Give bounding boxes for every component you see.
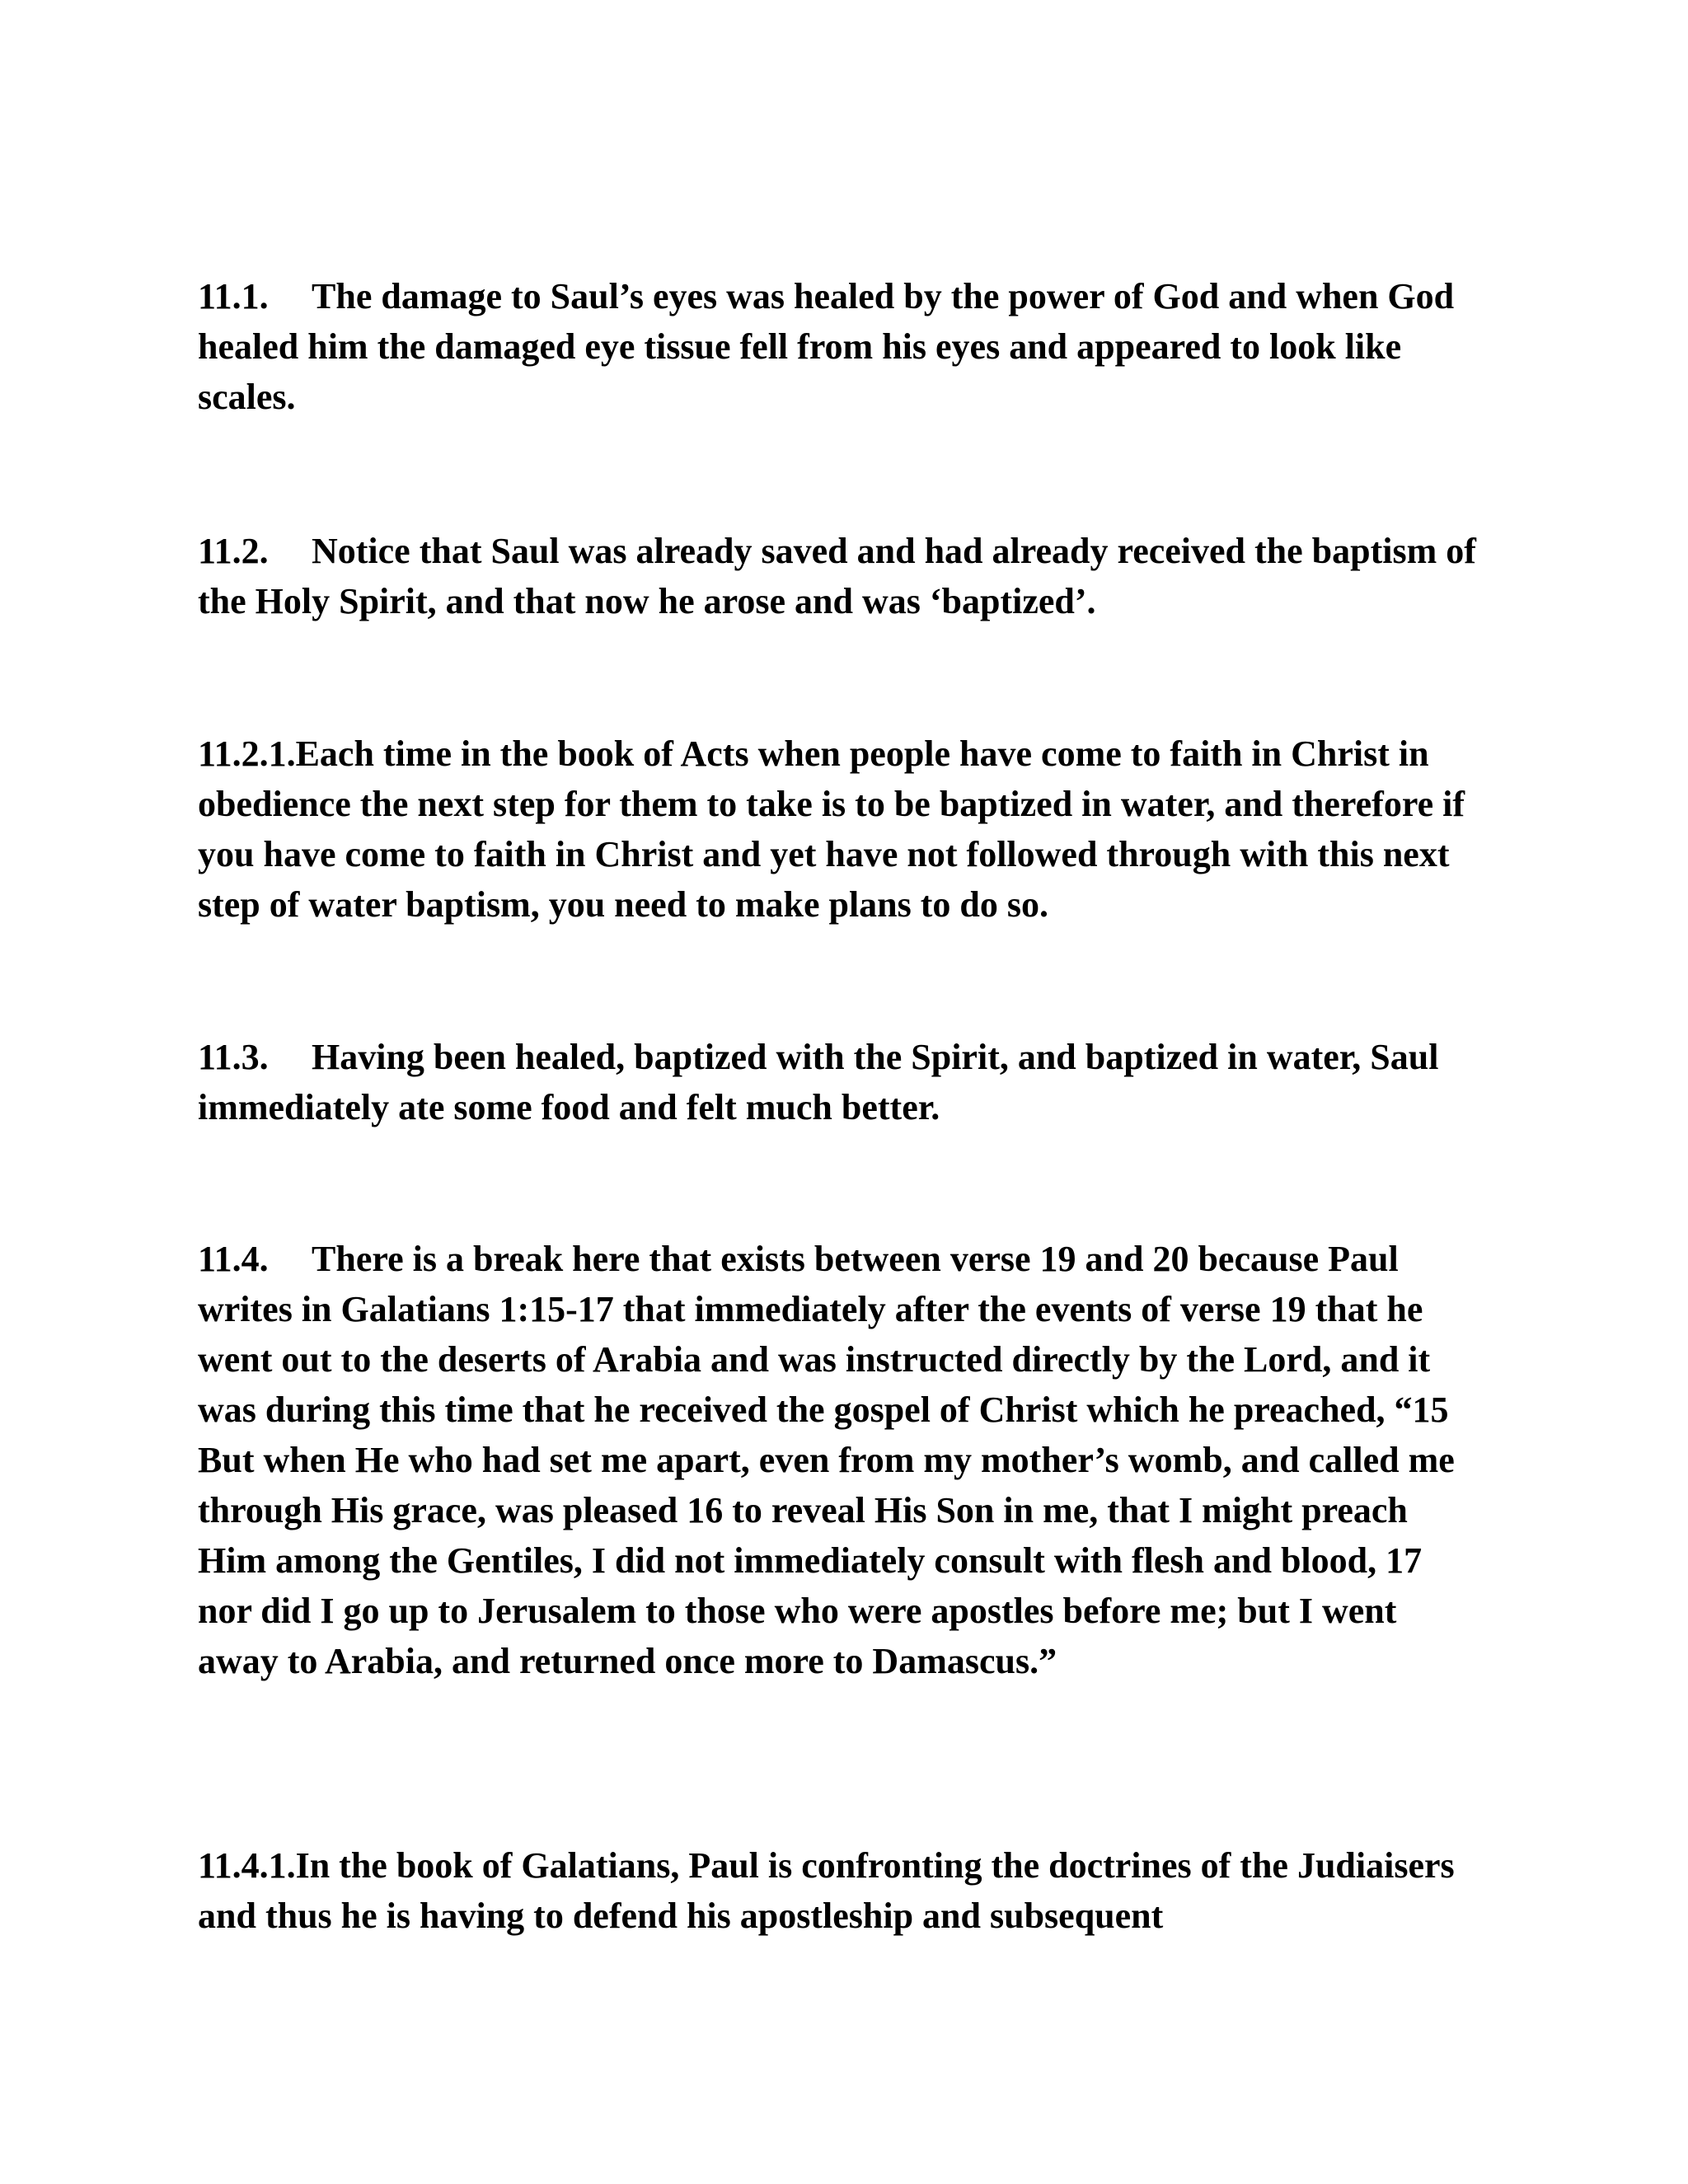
paragraph-number: 11.3. [198, 1037, 269, 1077]
paragraph-11-2 [198, 526, 1484, 626]
paragraph-text: Having been healed, baptized with the Spirit, and baptized in water, Saul immediately ate some food and felt much better. [198, 1037, 1439, 1127]
paragraph-11-2-1 [198, 729, 1484, 930]
paragraph-11-3 [198, 1032, 1484, 1132]
paragraph-number: 11.1. [198, 276, 269, 316]
paragraph-number: 11.2.1. [198, 733, 296, 774]
paragraph-11-4 [198, 1234, 1484, 1686]
paragraph-11-1 [198, 271, 1484, 422]
paragraph-number: 11.2. [198, 531, 269, 571]
paragraph-text: Notice that Saul was already saved and had already received the baptism of the Holy Spirit, and that now he arose and was ‘baptized’. [198, 531, 1476, 621]
paragraph-11-4-1 [198, 1840, 1484, 1941]
paragraph-text: In the book of Galatians, Paul is confronting the doctrines of the Judiaisers and thus he is having to defend his apostleship and subsequent [198, 1845, 1455, 1936]
paragraph-text: Each time in the book of Acts when people have come to faith in Christ in obedience the next step for them to take is to be baptized in water, and therefore if you have come to faith in Christ and yet have not followed through with this next step of water baptism, you need to make plans to do so. [198, 733, 1465, 925]
paragraph-text: The damage to Saul’s eyes was healed by the power of God and when God healed him the damaged eye tissue fell from his eyes and appeared to look like scales. [198, 276, 1455, 417]
paragraph-text: There is a break here that exists between verse 19 and 20 because Paul writes in Galatians 1:15-17 that immediately after the events of verse 19 that he went out to the deserts of Arabia and was instructed directly by the Lord, and it was during this time that he received the gospel of Christ which he preached, “15 But when He who had set me apart, even from my mother’s womb, and called me through His grace, was pleased 16 to reveal His Son in me, that I might preach Him among the Gentiles, I did not immediately consult with flesh and blood, 17 nor did I go up to Jerusalem to those who were apostles before me; but I went away to Arabia, and returned once more to Damascus.” [198, 1239, 1455, 1681]
paragraph-number: 11.4. [198, 1239, 269, 1279]
paragraph-number: 11.4.1. [198, 1845, 296, 1886]
